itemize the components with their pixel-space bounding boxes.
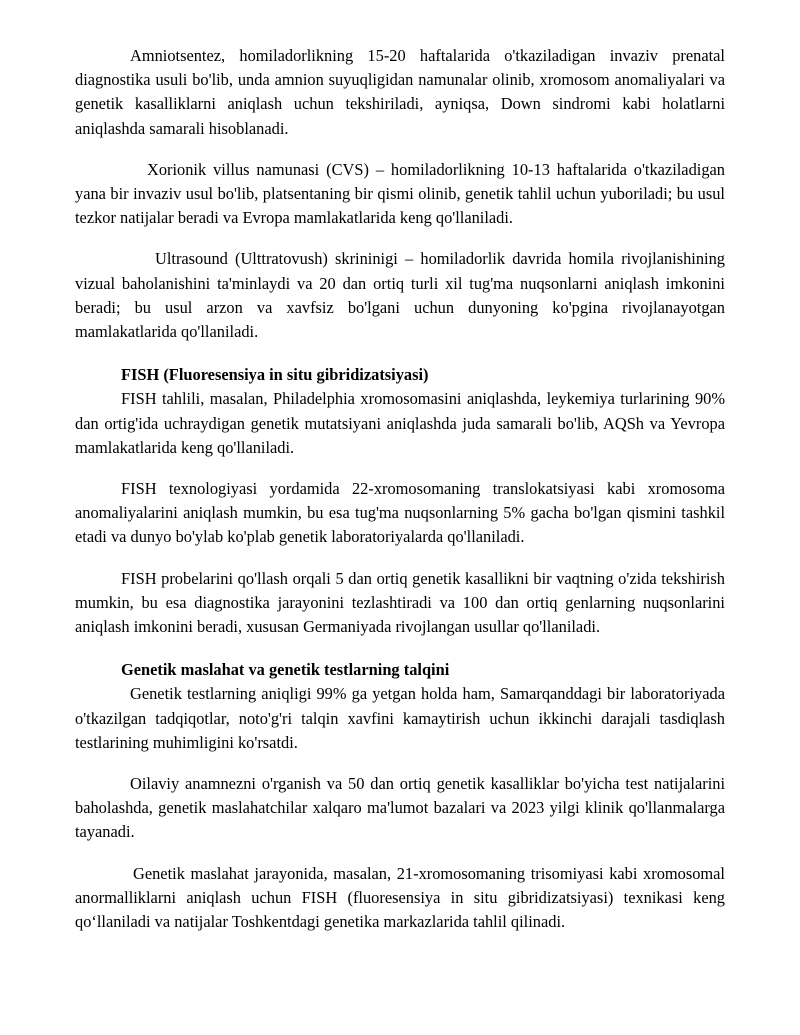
paragraph-test-accuracy: Genetik testlarning aniqligi 99% ga yetgan holda ham, Samarqanddagi bir laboratoriyada o'tkazilgan tadqiqotlar, noto'g'ri talqin xavfini kamaytirish uchun ikkinchi darajali tasdiqlash testlarining muhimligini ko'rsatdi. xyxy=(75,684,725,752)
paragraph-fish-technology: FISH texnologiyasi yordamida 22-xromosomaning translokatsiyasi kabi xromosoma anomaliyalarini aniqlash mumkin, bu esa tug'ma nuqsonlarning 5% gacha bo'lgan qismini tashkil etadi va dunyo bo'ylab ko'plab genetik laboratoriyalarda qo'llaniladi. xyxy=(75,479,725,547)
paragraph-cvs: Xorionik villus namunasi (CVS) – homiladorlikning 10-13 haftalarida o'tkaziladigan yana bir invaziv usul bo'lib, platsentaning bir qismi olinib, genetik tahlil uchun yuboriladi; bu usul tezkor natijalar beradi va Evropa mamlakatlarida keng qo'llaniladi. xyxy=(75,159,725,228)
paragraph-fish-analysis: FISH tahlili, masalan, Philadelphia xromosomasini aniqlashda, leykemiya turlarining 90% dan ortig'ida uchraydigan genetik mutatsiyani aniqlashda juda samarali bo'lib, AQSh va Yevropa mamlakatlarida keng qo'llaniladi. xyxy=(75,389,725,457)
paragraph-ultrasound: Ultrasound (Ulttratovush) skrininigi – homiladorlik davrida homila rivojlanishining vizual baholanishini ta'minlaydi va 20 dan ortiq turli xil tug'ma nuqsonlarni aniqlash imkonini beradi; bu usul arzon va xavfsiz bo'lgani uchun dunyoning ko'pgina rivojlanayotgan mamlakatlarida qo'llaniladi. xyxy=(75,249,725,342)
section-heading-genetic-counseling: Genetik maslahat va genetik testlarning talqini xyxy=(121,660,450,680)
document-body xyxy=(75,44,725,934)
section-heading-fish: FISH (Fluoresensiya in situ gibridizatsiyasi) xyxy=(121,365,429,385)
paragraph-amniocentesis: Amniotsentez, homiladorlikning 15-20 haftalarida o'tkaziladigan invaziv prenatal diagnostika usuli bo'lib, unda amnion suyuqligidan namunalar olinib, xromosom anomaliyalari va genetik kasalliklarni aniqlash uchun tekshiriladi, ayniqsa, Down sindromi kabi holatlarni aniqlashda samarali hisoblanadi. xyxy=(75,46,725,138)
paragraph-fish-probes: FISH probelarini qo'llash orqali 5 dan ortiq genetik kasallikni bir vaqtning o'zida tekshirish mumkin, bu esa diagnostika jarayonini tezlashtiradi va 100 dan ortiq genlarning nuqsonlarini aniqlash imkonini beradi, xususan Germaniyada rivojlangan usullar qo'llaniladi. xyxy=(75,568,725,637)
paragraph-family-history: Oilaviy anamnezni o'rganish va 50 dan ortiq genetik kasalliklar bo'yicha test natijalarini baholashda, genetik maslahatchilar xalqaro ma'lumot bazalari va 2023 yilgi klinik qo'llanmalarga tayanadi. xyxy=(75,774,725,842)
paragraph-counseling-process: Genetik maslahat jarayonida, masalan, 21-xromosomaning trisomiyasi kabi xromosomal anormalliklarni aniqlash uchun FISH (fluoresensiya in situ gibridizatsiyasi) texnikasi keng qo‘llaniladi va natijalar Toshkentdagi genetika markazlarida tahlil qilinadi. xyxy=(75,863,725,932)
